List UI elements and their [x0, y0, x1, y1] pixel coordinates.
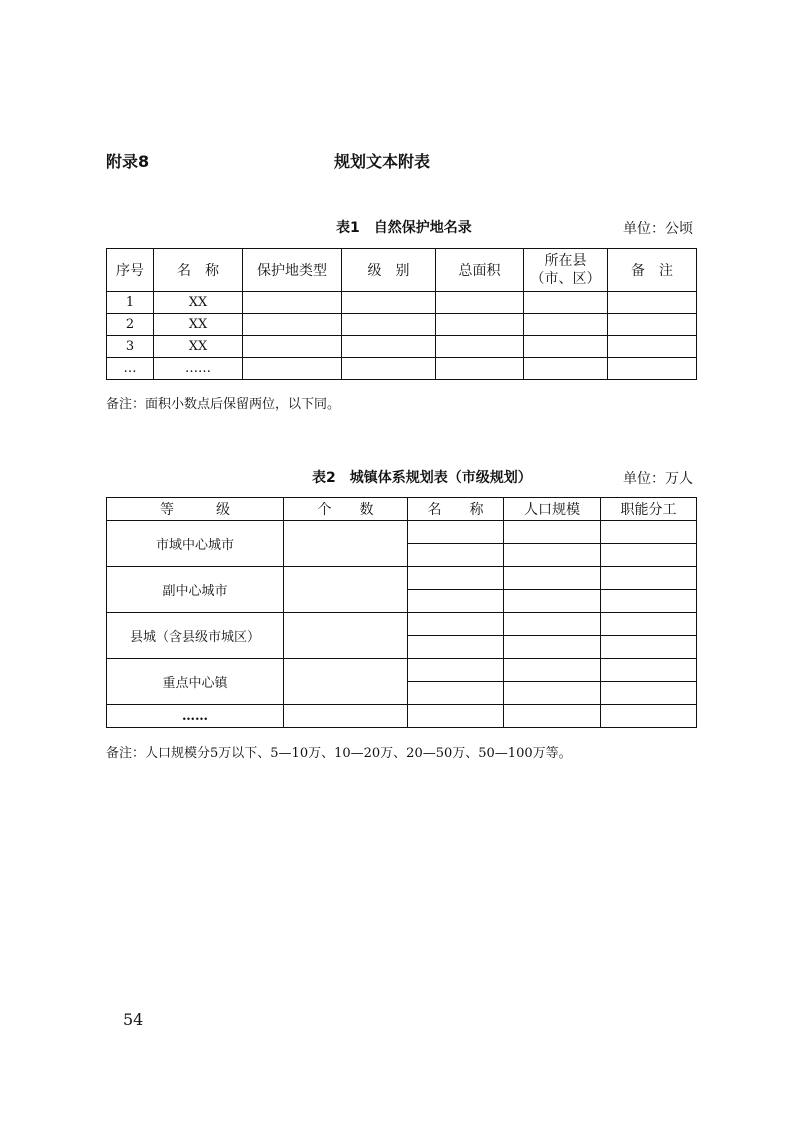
table-cell — [408, 659, 504, 682]
table-cell: XX — [154, 314, 243, 336]
table-cell: XX — [154, 292, 243, 314]
table-cell — [408, 544, 504, 567]
page-number: 54 — [123, 1010, 144, 1029]
ellipsis-cell: …… — [107, 705, 284, 728]
table-cell — [524, 358, 608, 380]
table2-header-cell: 职能分工 — [601, 498, 697, 521]
table1-header-cell: 名 称 — [154, 249, 243, 292]
table-cell — [608, 336, 697, 358]
table-cell — [243, 358, 342, 380]
table-cell — [601, 705, 697, 728]
table-row — [107, 358, 697, 380]
table-row — [107, 705, 697, 728]
table-cell — [408, 705, 504, 728]
table1-header-cell: 所在县 （市、区） — [524, 249, 608, 292]
table-cell — [243, 292, 342, 314]
table-row — [107, 314, 697, 336]
table-cell — [342, 314, 436, 336]
table-cell — [284, 659, 408, 705]
table1-header-cell: 保护地类型 — [243, 249, 342, 292]
table-row — [107, 521, 697, 544]
table-cell — [504, 659, 601, 682]
table-cell — [524, 336, 608, 358]
table-row — [107, 292, 697, 314]
table-row — [107, 613, 697, 636]
table-cell — [601, 613, 697, 636]
table2-note: 备注：人口规模分5万以下、5—10万、10—20万、20—50万、50—100万等。 — [106, 746, 572, 761]
group-label: 市域中心城市 — [107, 521, 284, 567]
table-cell — [601, 636, 697, 659]
table-cell — [608, 314, 697, 336]
table-cell: …… — [154, 358, 243, 380]
table1 — [106, 248, 697, 380]
table-cell: XX — [154, 336, 243, 358]
group-label: 重点中心镇 — [107, 659, 284, 705]
table-cell — [284, 613, 408, 659]
table-cell — [608, 358, 697, 380]
group-label: 副中心城市 — [107, 567, 284, 613]
table-cell — [408, 590, 504, 613]
table-cell — [436, 314, 524, 336]
table2-unit: 单位：万人 — [623, 471, 693, 487]
table-row — [107, 659, 697, 682]
table-row — [107, 567, 697, 590]
table-cell — [524, 292, 608, 314]
table-cell — [601, 682, 697, 705]
table1-note: 备注：面积小数点后保留两位，以下同。 — [106, 397, 341, 412]
appendix-label: 附录8 — [106, 152, 150, 171]
table-cell — [601, 544, 697, 567]
table-cell — [504, 705, 601, 728]
table1-header-cell: 备 注 — [608, 249, 697, 292]
table1-header-cell: 序号 — [107, 249, 154, 292]
table1-header-row — [107, 249, 697, 292]
table-cell — [408, 682, 504, 705]
table-cell — [436, 358, 524, 380]
table-cell — [504, 682, 601, 705]
table1-unit: 单位：公顷 — [623, 221, 693, 237]
table-cell — [284, 567, 408, 613]
table2-header-cell: 名 称 — [408, 498, 504, 521]
table2-header-cell: 等 级 — [107, 498, 284, 521]
table-cell — [342, 292, 436, 314]
table-cell — [601, 521, 697, 544]
table-row — [107, 336, 697, 358]
table-cell — [601, 590, 697, 613]
table-cell — [408, 636, 504, 659]
table-cell: 2 — [107, 314, 154, 336]
table-cell — [524, 314, 608, 336]
table-cell — [601, 659, 697, 682]
table2 — [106, 497, 697, 728]
table2-header-cell: 人口规模 — [504, 498, 601, 521]
table1-header-cell: 级 别 — [342, 249, 436, 292]
table-cell — [436, 292, 524, 314]
table2-header-row — [107, 498, 697, 521]
table-cell — [342, 358, 436, 380]
table1-caption: 表1 自然保护地名录 — [336, 220, 472, 236]
table-cell: … — [107, 358, 154, 380]
table-cell — [504, 544, 601, 567]
group-label: 县城（含县级市城区） — [107, 613, 284, 659]
table-cell — [608, 292, 697, 314]
table-cell — [243, 314, 342, 336]
table-cell — [504, 521, 601, 544]
table2-header-cell: 个 数 — [284, 498, 408, 521]
table-cell — [284, 521, 408, 567]
table-cell — [504, 567, 601, 590]
table1-header-cell: 总面积 — [436, 249, 524, 292]
table-cell — [342, 336, 436, 358]
table-cell: 3 — [107, 336, 154, 358]
table-cell: 1 — [107, 292, 154, 314]
table-cell — [504, 636, 601, 659]
document-title: 规划文本附表 — [334, 152, 431, 171]
table2-caption: 表2 城镇体系规划表（市级规划） — [312, 470, 532, 486]
table-cell — [601, 567, 697, 590]
table-cell — [284, 705, 408, 728]
table-cell — [408, 521, 504, 544]
table-cell — [408, 567, 504, 590]
table-cell — [504, 613, 601, 636]
table-cell — [408, 613, 504, 636]
table-cell — [504, 590, 601, 613]
table-cell — [243, 336, 342, 358]
table-cell — [436, 336, 524, 358]
